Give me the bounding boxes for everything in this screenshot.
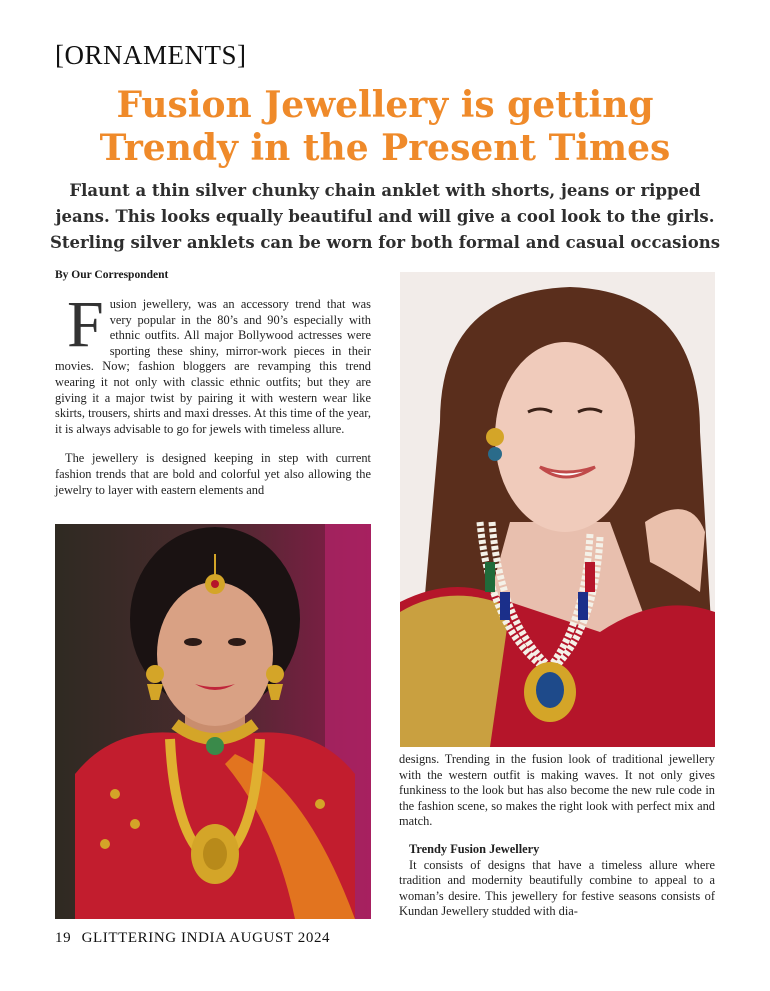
standfirst: Flaunt a thin silver chunky chain anklet with shorts, jeans or ripped jeans. This looks equally beautiful and will give a cool look to the girls. Sterling silver anklets can be worn for both formal and casual occasions	[49, 181, 721, 252]
body-column-left	[55, 288, 371, 498]
byline: By Our Correspondent	[55, 269, 169, 281]
body-paragraph-2: The jewellery is designed keeping in step with current fashion trends that are bold and colorful yet also allowing the jewelry to layer with eastern elements and	[55, 451, 371, 497]
drop-cap: F	[67, 288, 104, 361]
headline-line-2: Trendy in the Present Times	[99, 127, 671, 169]
bridal-photo-illustration	[55, 524, 371, 919]
body-paragraph-4: It consists of designs that have a timeless allure where tradition and modernity beautifully combine to appeal to a woman’s desire. This jewellery for festive seasons consists of Kundan Jewellery studded with dia-	[399, 857, 715, 919]
fusion-necklace-photo	[400, 272, 715, 747]
article-headline	[0, 84, 770, 170]
body-column-right	[399, 752, 715, 920]
publication-name: GLITTERING INDIA AUGUST 2024	[81, 930, 331, 946]
necklace-photo-illustration	[400, 272, 715, 747]
body-paragraph-1	[55, 288, 371, 437]
subheading: Trendy Fusion Jewellery	[409, 841, 540, 856]
page-number: 19	[55, 930, 72, 946]
bridal-jewellery-photo	[55, 524, 371, 919]
headline-line-1: Fusion Jewellery is getting	[116, 84, 654, 126]
paragraph-1-text: usion jewellery, was an accessory trend that was very popular in the 80’s and 90’s especially with ethnic outfits. All major Bollywood actresses were sporting these shiny, mirror-work pieces in their movies. Now; fashion bloggers are revamping this trend wearing it not only with classic ethnic outfits; but they are giving it a major twist by pairing it with western wear like skirts, trousers, shirts and maxi dresses. At this time of the year, it is always advisable to go for jewels with timeless allure.	[55, 297, 371, 436]
body-paragraph-3: designs. Trending in the fusion look of traditional jewellery with the western outfit is making waves. It not only gives funkiness to the look but has also become the new rule code in the fashion scene, so makes the right look with perfect mix and match.	[399, 752, 715, 829]
page-footer	[55, 930, 330, 947]
section-tag: [ORNAMENTS]	[55, 40, 247, 70]
